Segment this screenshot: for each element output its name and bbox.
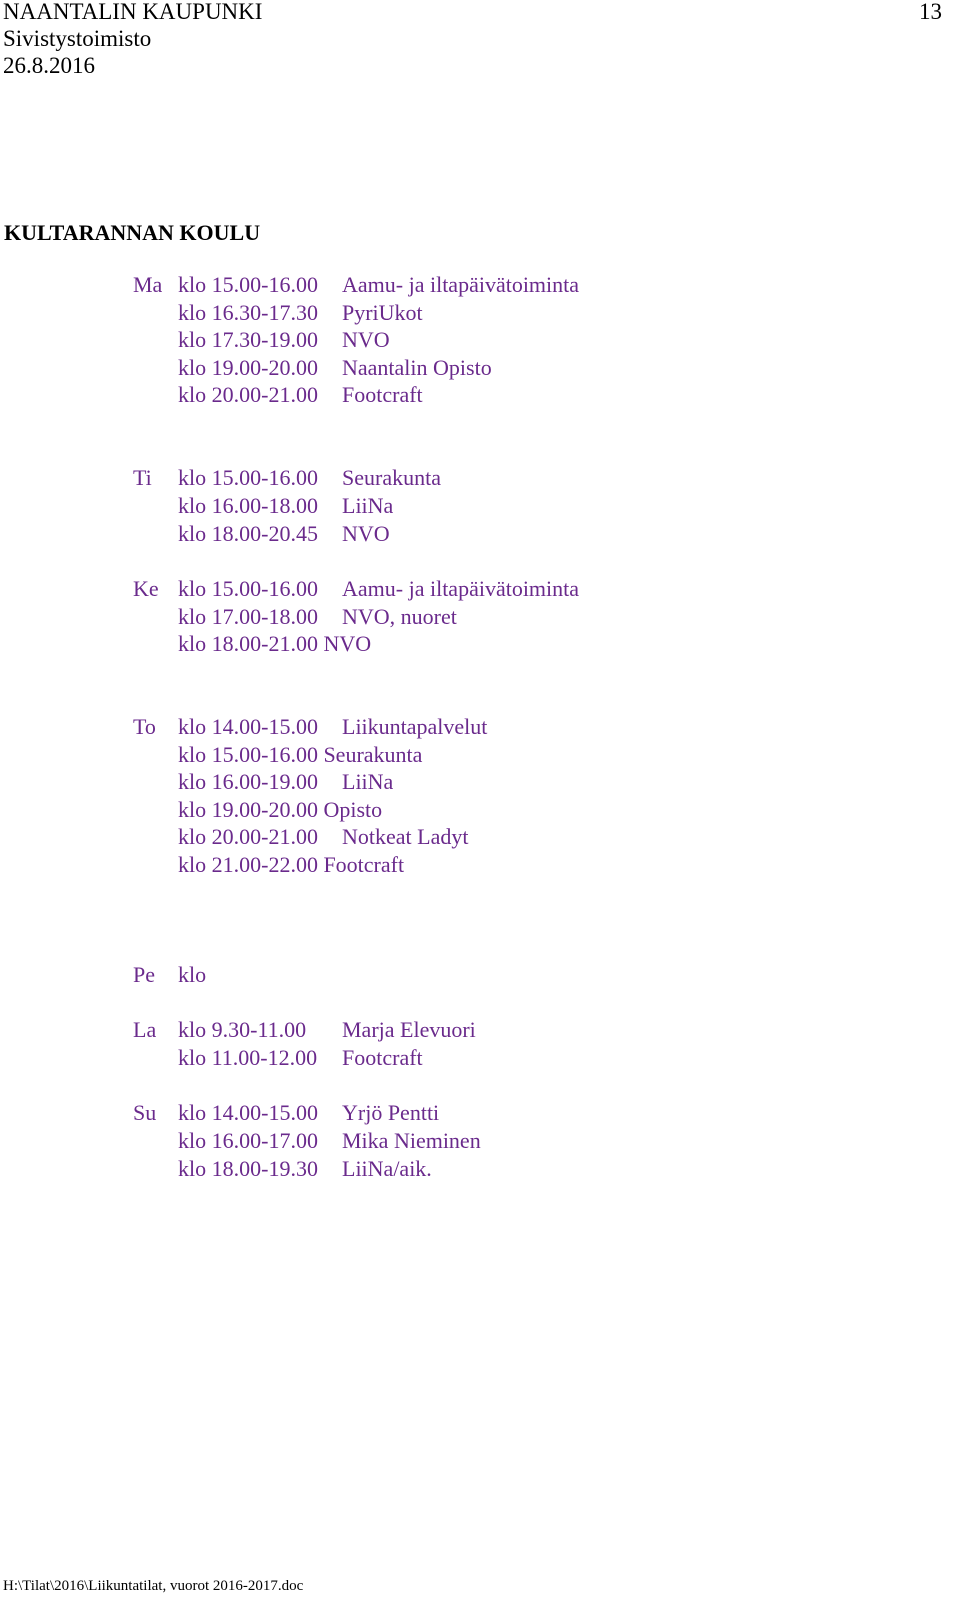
time-slot: klo 14.00-15.00 [178, 1100, 318, 1125]
day-label: La [133, 1017, 157, 1042]
time-slot: klo 20.00-21.00 [178, 824, 318, 849]
time-slot: klo 19.00-20.00 [178, 355, 318, 380]
activity-name: NVO [342, 327, 390, 352]
activity-name: Liikuntapalvelut [342, 714, 488, 739]
day-label: To [133, 714, 156, 739]
time-slot: klo 15.00-16.00 [178, 272, 318, 297]
activity-name: Footcraft [342, 382, 423, 407]
activity-name: NVO, nuoret [342, 604, 457, 629]
org-name: NAANTALIN KAUPUNKI [3, 0, 263, 24]
activity-name: LiiNa [342, 493, 394, 518]
time-slot: klo 15.00-16.00 [178, 465, 318, 490]
department-name: Sivistystoimisto [3, 26, 152, 51]
time-slot: klo 17.00-18.00 [178, 604, 318, 629]
time-slot: klo 16.00-19.00 [178, 769, 318, 794]
time-slot: klo 18.00-21.00 NVO [178, 631, 372, 656]
time-slot: klo [178, 962, 207, 987]
time-slot: klo 11.00-12.00 [178, 1045, 318, 1070]
day-label: Pe [133, 962, 155, 987]
document-date: 26.8.2016 [3, 53, 95, 78]
time-slot: klo 9.30-11.00 [178, 1017, 307, 1042]
time-slot: klo 18.00-19.30 [178, 1156, 318, 1181]
activity-name: Naantalin Opisto [342, 355, 492, 380]
activity-name: Yrjö Pentti [342, 1100, 440, 1125]
time-slot: klo 16.00-17.00 [178, 1128, 318, 1153]
activity-name: Aamu- ja iltapäivätoiminta [342, 576, 580, 601]
activity-name: Seurakunta [342, 465, 441, 490]
activity-name: Mika Nieminen [342, 1128, 481, 1153]
activity-name: Marja Elevuori [342, 1017, 476, 1042]
page-number: 13 [919, 0, 942, 24]
time-slot: klo 15.00-16.00 Seurakunta [178, 742, 423, 767]
time-slot: klo 16.30-17.30 [178, 300, 318, 325]
activity-name: LiiNa [342, 769, 394, 794]
day-label: Ti [133, 465, 152, 490]
activity-name: Notkeat Ladyt [342, 824, 469, 849]
time-slot: klo 17.30-19.00 [178, 327, 318, 352]
activity-name: PyriUkot [342, 300, 423, 325]
time-slot: klo 21.00-22.00 Footcraft [178, 852, 405, 877]
school-title: KULTARANNAN KOULU [4, 220, 261, 245]
time-slot: klo 19.00-20.00 Opisto [178, 797, 383, 822]
time-slot: klo 15.00-16.00 [178, 576, 318, 601]
day-label: Ke [133, 576, 159, 601]
time-slot: klo 16.00-18.00 [178, 493, 318, 518]
document-file-path: H:\Tilat\2016\Liikuntatilat, vuorot 2016-2017.doc [3, 1578, 304, 1594]
day-label: Su [133, 1100, 157, 1125]
activity-name: Aamu- ja iltapäivätoiminta [342, 272, 580, 297]
activity-name: LiiNa/aik. [342, 1156, 432, 1181]
time-slot: klo 18.00-20.45 [178, 521, 318, 546]
day-label: Ma [133, 272, 163, 297]
activity-name: NVO [342, 521, 390, 546]
activity-name: Footcraft [342, 1045, 423, 1070]
time-slot: klo 20.00-21.00 [178, 382, 318, 407]
time-slot: klo 14.00-15.00 [178, 714, 318, 739]
